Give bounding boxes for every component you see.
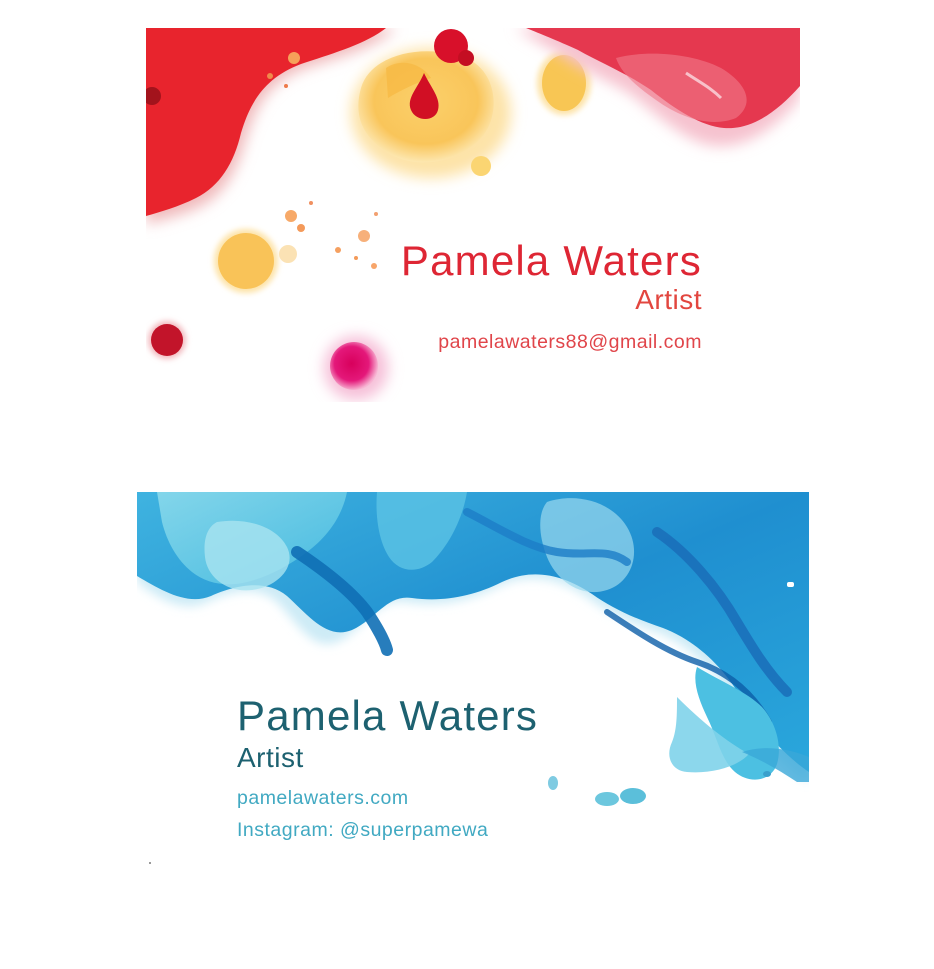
stray-dot xyxy=(149,862,151,864)
front-card-name: Pamela Waters xyxy=(400,237,702,284)
business-card-front xyxy=(146,28,800,402)
business-card-back xyxy=(137,492,809,877)
back-card-title: Artist xyxy=(237,742,304,773)
back-card-website: pamelawaters.com xyxy=(237,787,409,809)
front-card-title: Artist xyxy=(635,284,702,315)
back-card-instagram: Instagram: @superpamewa xyxy=(237,819,489,841)
front-card-email: pamelawaters88@gmail.com xyxy=(438,331,702,353)
back-card-name: Pamela Waters xyxy=(237,692,539,739)
